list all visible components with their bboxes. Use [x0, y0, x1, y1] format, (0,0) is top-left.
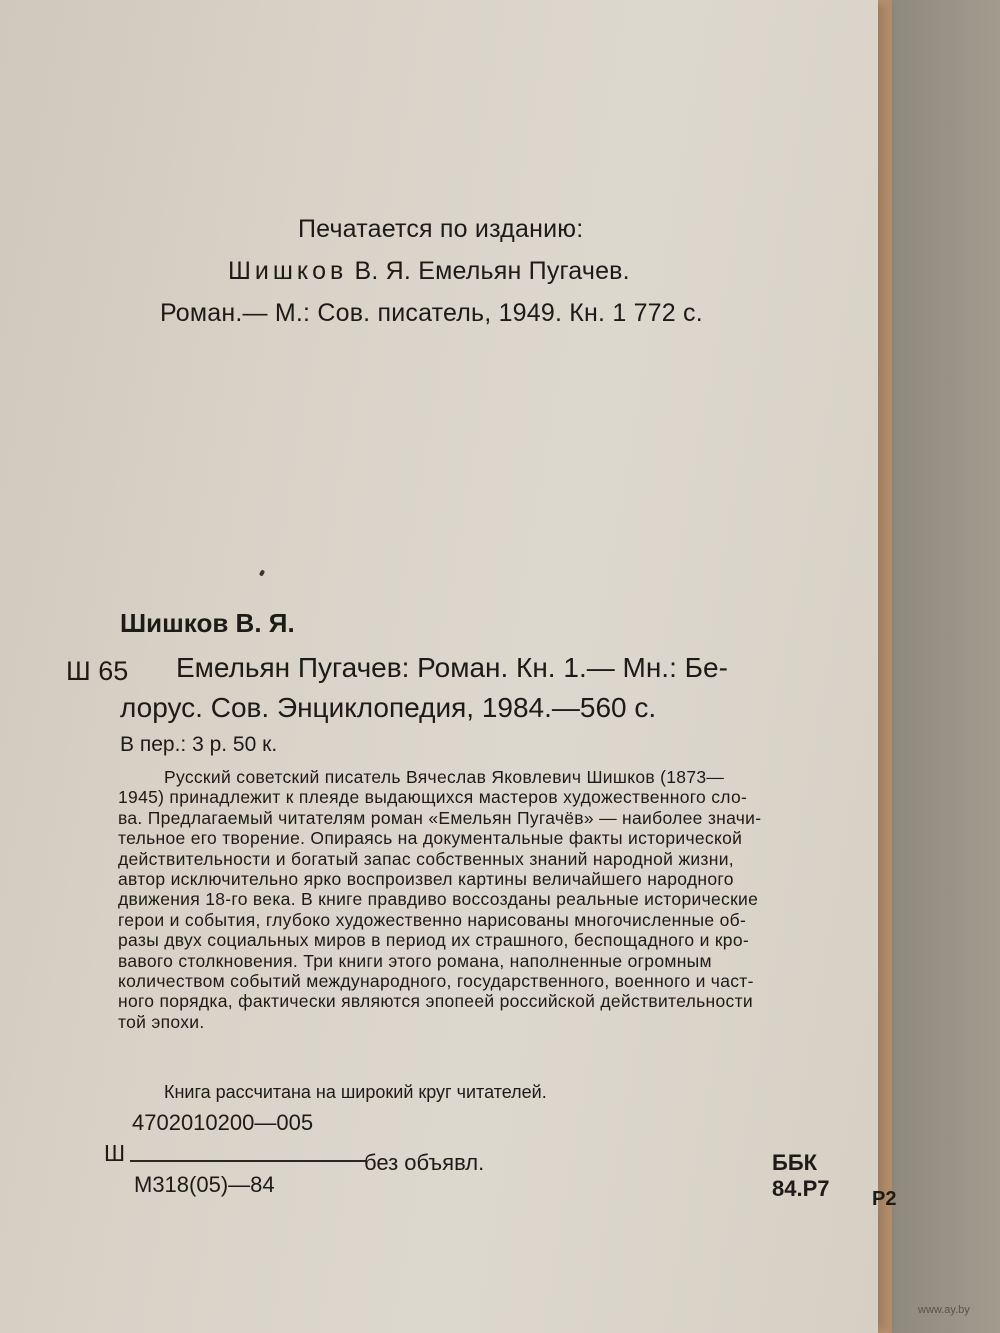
watermark: www.ay.by — [918, 1304, 970, 1316]
audience-note: Книга рассчитана на широкий круг читателей. — [164, 1082, 547, 1102]
annotation-line: Русский советский писатель Вячеслав Яковлевич Шишков (1873— — [164, 767, 725, 787]
source-edition-author: Шишков — [228, 257, 348, 285]
catalog-title-line2: лорус. Сов. Энциклопедия, 1984.—560 с. — [120, 692, 657, 723]
index-number-bottom: М318(05)—84 — [134, 1172, 275, 1197]
annotation-line: той эпохи. — [118, 1011, 205, 1032]
annotation-line: ва. Предлагаемый читателям роман «Емельян Пугачёв» — наиболее значи- — [118, 807, 762, 828]
annotation-line: тельное его творение. Опираясь на документальные факты исторической — [118, 828, 743, 849]
bbk-code: ББК 84.Р7 — [772, 1150, 830, 1201]
catalog-title — [120, 648, 806, 728]
source-edition-line3: Роман.— М.: Сов. писатель, 1949. Кн. 1 772 с. — [160, 299, 703, 327]
annotation-line: герои и события, глубоко художественно нарисованы многочисленные об- — [118, 909, 747, 930]
annotation-line: 1945) принадлежит к плеяде выдающихся мастеров художественного сло- — [118, 787, 748, 808]
source-edition-title: В. Я. Емельян Пугачев. — [354, 257, 630, 285]
index-letter: Ш — [104, 1140, 126, 1166]
annotation-line: действительности и богатый запас собственных знаний народной жизни, — [118, 848, 734, 869]
call-number: Ш 65 — [66, 656, 129, 686]
source-edition-note — [160, 208, 800, 334]
catalog-title-line1: Емельян Пугачев: Роман. Кн. 1.— Мн.: Бе- — [176, 652, 728, 683]
annotation-line: вавого столкновения. Три книги этого романа, наполненные огромным — [118, 950, 712, 971]
annotation-line: движения 18-го века. В книге правдиво воссозданы реальные исторические — [118, 889, 759, 910]
annotation — [118, 767, 898, 1032]
r2-code: Р2 — [872, 1188, 897, 1210]
catalog-author: Шишков В. Я. — [120, 608, 295, 638]
catalog-price: В пер.: 3 р. 50 к. — [120, 733, 278, 756]
annotation-line: количеством событий международного, государственного, военного и част- — [118, 971, 754, 992]
adjacent-page — [892, 0, 1000, 1333]
ink-speck — [259, 569, 265, 576]
annotation-line: ного порядка, фактически являются эпопеей российской действительности — [118, 991, 753, 1012]
annotation-line: автор исключительно ярко воспроизвел картины величайшего народного — [118, 869, 734, 890]
annotation-line: разы двух социальных миров в период их страшного, беспощадного и кро- — [118, 930, 749, 951]
index-number-top: 4702010200—005 — [132, 1110, 314, 1135]
source-edition-line1: Печатается по изданию: — [298, 215, 584, 243]
fraction-rule — [130, 1160, 366, 1162]
free-note: без объявл. — [364, 1150, 485, 1175]
source-edition-line2 — [160, 250, 800, 292]
page-edge — [878, 0, 892, 1333]
